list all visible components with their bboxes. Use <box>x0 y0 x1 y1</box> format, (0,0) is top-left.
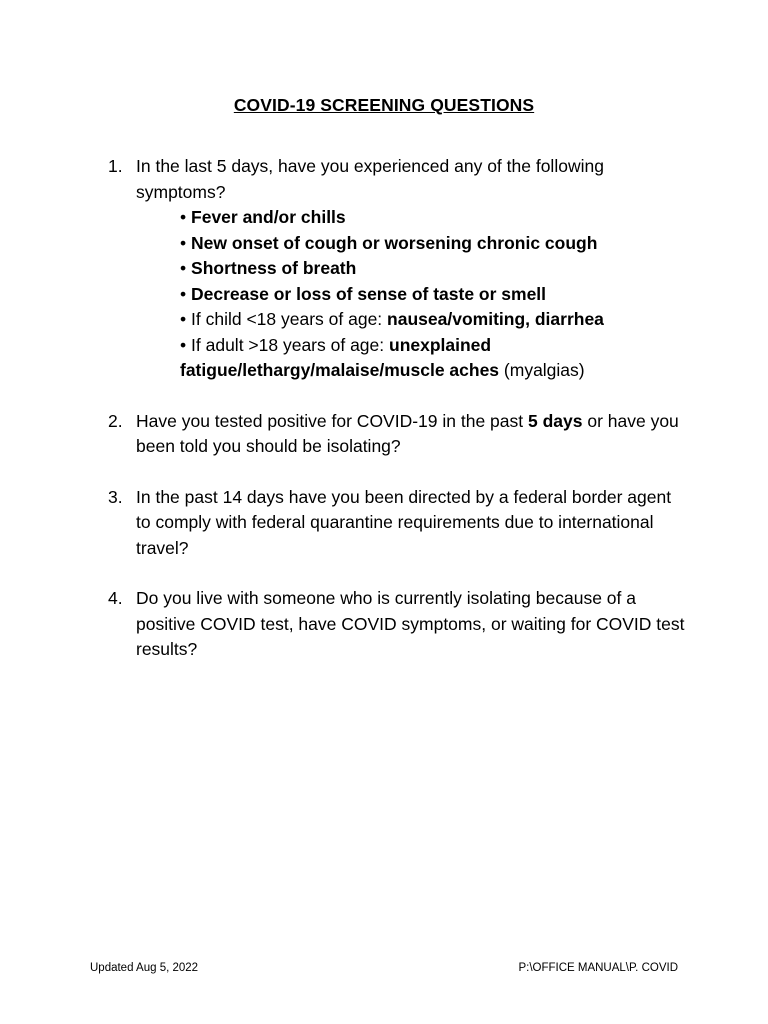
symptom-list <box>136 205 688 384</box>
footer-updated-date: Updated Aug 5, 2022 <box>90 962 199 974</box>
question-2 <box>108 409 688 460</box>
question-number: 4. <box>108 588 123 608</box>
symptom-item <box>180 307 688 333</box>
symptom-text: Shortness of breath <box>191 258 357 278</box>
symptom-item <box>180 231 688 257</box>
symptom-item <box>180 333 688 384</box>
bullet: • <box>180 232 187 253</box>
question-number: 3. <box>108 486 123 507</box>
page-title: COVID-19 SCREENING QUESTIONS <box>233 95 535 115</box>
symptom-text: Decrease or loss of sense of taste or smell <box>191 283 547 304</box>
symptom-item <box>180 256 688 282</box>
bullet: • <box>180 258 187 278</box>
symptom-text: nausea/vomiting, diarrhea <box>387 309 604 329</box>
question-1 <box>108 154 688 384</box>
question-text: Have you tested positive for COVID-19 in the past <box>136 410 528 431</box>
symptom-prefix: If adult >18 years of age: <box>191 334 389 355</box>
question-text-end: or have you been told you should be isolating? <box>136 410 679 456</box>
symptom-suffix: (myalgias) <box>499 360 585 380</box>
question-text: In the last 5 days, have you experienced any of the following symptoms? <box>136 156 604 202</box>
question-text: In the past 14 days have you been directed by a federal border agent to comply with federal quarantine requirements due to international travel? <box>136 486 672 558</box>
bullet: • <box>180 309 187 329</box>
symptom-text: unexplained fatigue/lethargy/malaise/muscle aches <box>180 334 500 380</box>
symptom-text: Fever and/or chills <box>191 207 346 227</box>
symptom-item <box>180 282 688 308</box>
question-number: 1. <box>108 156 123 176</box>
question-list <box>108 154 688 688</box>
footer-file-path: P:\OFFICE MANUAL\P. COVID <box>518 962 678 974</box>
symptom-prefix: If child <18 years of age: <box>191 309 388 329</box>
question-4 <box>108 586 688 663</box>
bullet: • <box>180 334 187 355</box>
bullet: • <box>180 207 187 227</box>
symptom-text: New onset of cough or worsening chronic cough <box>191 232 598 253</box>
question-text: Do you live with someone who is currently isolating because of a positive COVID test, have COVID symptoms, or waiting for COVID test results? <box>136 588 685 659</box>
question-number: 2. <box>108 410 123 431</box>
question-emphasis: 5 days <box>528 410 583 431</box>
bullet: • <box>180 283 187 304</box>
symptom-item <box>180 205 688 231</box>
question-3 <box>108 485 688 562</box>
